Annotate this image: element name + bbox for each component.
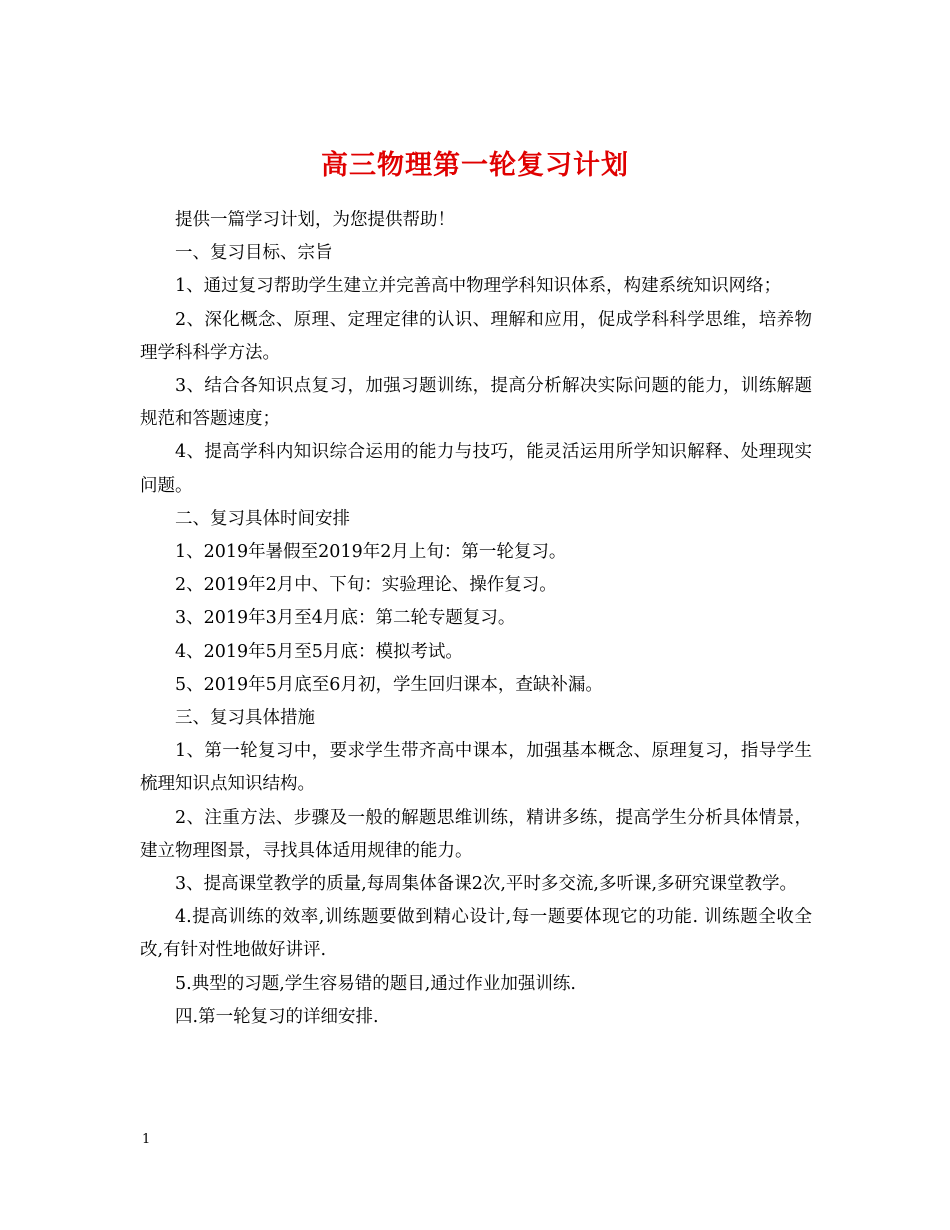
schedule-item-5: 5、2019年5月底至6月初，学生回归课本，查缺补漏。 (175, 674, 603, 695)
document-body (140, 204, 812, 1034)
schedule-item-4: 4、2019年5月至5月底：模拟考试。 (175, 641, 463, 662)
measure-item-5: 5.典型的习题,学生容易错的题目,通过作业加强训练. (175, 973, 576, 994)
section-heading-schedule: 二、复习具体时间安排 (175, 508, 350, 529)
measure-item-1: 1、第一轮复习中，要求学生带齐高中课本，加强基本概念、原理复习，指导学生梳理知识点知识结构。 (140, 741, 812, 795)
schedule-item-2: 2、2019年2月中、下旬：实验理论、操作复习。 (175, 575, 557, 596)
paragraph-intro: 提供一篇学习计划，为您提供帮助！ (175, 210, 455, 230)
goal-item-2: 2、深化概念、原理、定理定律的认识、理解和应用，促成学科科学思维，培养物理学科科学方法。 (140, 309, 812, 363)
measure-item-2: 2、注重方法、步骤及一般的解题思维训练，精讲多练，提高学生分析具体情景，建立物理图景，寻找具体适用规律的能力。 (140, 807, 812, 861)
goal-item-3: 3、结合各知识点复习，加强习题训练，提高分析解决实际问题的能力，训练解题规范和答题速度； (140, 376, 812, 430)
schedule-item-1: 1、2019年暑假至2019年2月上旬：第一轮复习。 (175, 542, 567, 563)
section-heading-goals: 一、复习目标、宗旨 (175, 243, 333, 264)
measure-item-4: 4.提高训练的效率,训练题要做到精心设计,每一题要体现它的功能. 训练题全收全改,有针对性地做好讲评. (140, 907, 812, 961)
page-number: 1 (142, 1132, 151, 1147)
section-heading-detailed-plan: 四.第一轮复习的详细安排. (175, 1006, 379, 1027)
goal-item-1: 1、通过复习帮助学生建立并完善高中物理学科知识体系，构建系统知识网络； (175, 276, 782, 297)
goal-item-4: 4、提高学科内知识综合运用的能力与技巧，能灵活运用所学知识解释、处理现实问题。 (140, 442, 812, 496)
measure-item-3: 3、提高课堂教学的质量,每周集体备课2次,平时多交流,多听课,多研究课堂教学。 (175, 874, 798, 895)
schedule-item-3: 3、2019年3月至4月底：第二轮专题复习。 (175, 608, 516, 629)
section-heading-measures: 三、复习具体措施 (175, 708, 315, 729)
document-title: 高三物理第一轮复习计划 (321, 150, 629, 182)
